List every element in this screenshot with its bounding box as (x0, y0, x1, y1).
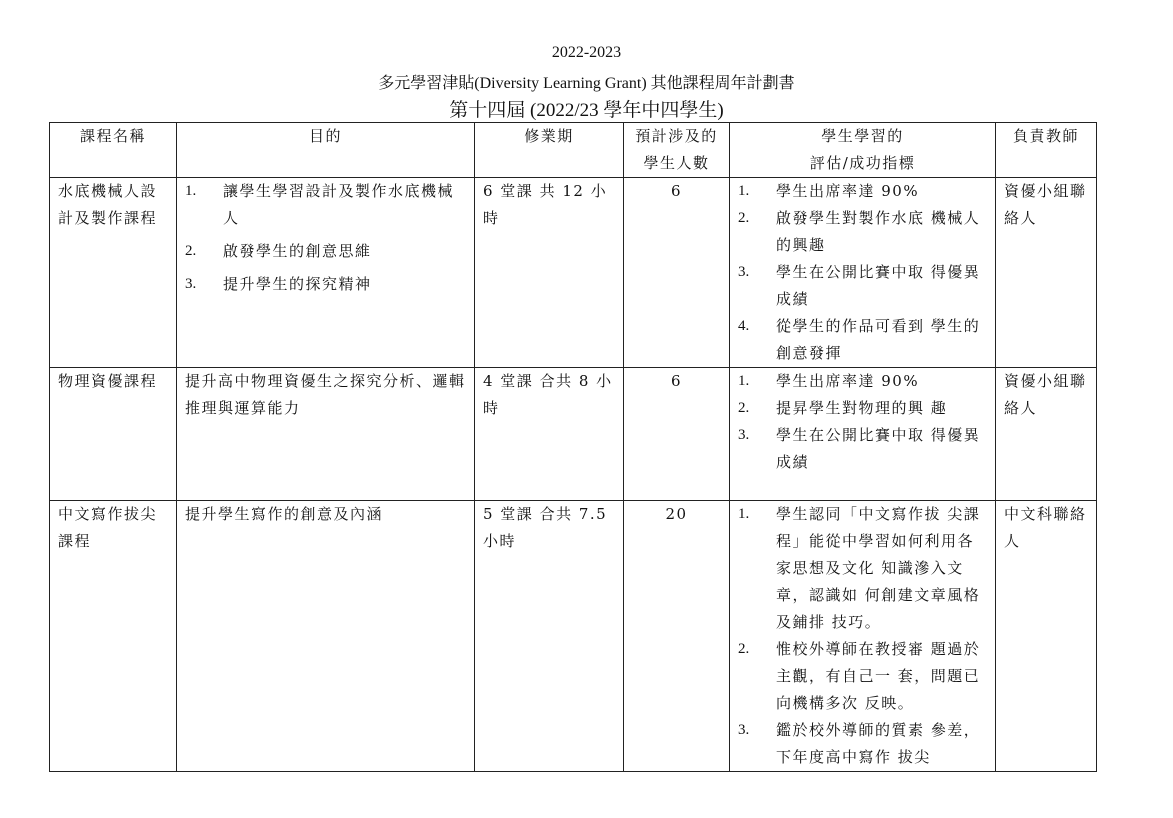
students-cell: 6 (624, 368, 730, 501)
document-year: 2022-2023 (551, 44, 622, 61)
header-evaluation: 學生學習的 評估/成功指標 (730, 123, 996, 178)
period-cell: 5 堂課 合共 7.5 小時 (475, 501, 624, 772)
table-row (50, 178, 1097, 368)
period-cell: 6 堂課 共 12 小時 (475, 178, 624, 368)
table-header-row (50, 123, 1097, 178)
evaluation-cell: 1. 學生認同「中文寫作拔 尖課程」能從中學習如何利用各家思想及文化 知識滲入文章，認識如 何創建文章風格及鋪排 技巧。 2. 惟校外導師在教授審 題過於主觀，有自己一 套，問題已向機構多次 反映。 3. 鑑於校外導師的質素 參差，下年度高中寫作 拔尖 (730, 501, 996, 772)
evaluation-cell: 1. 學生出席率達 90% 2. 啟發學生對製作水底 機械人的興趣 3. 學生在公開比賽中取 得優異成績 4. 從學生的作品可看到 學生的創意發揮 (730, 178, 996, 368)
header-objective: 目的 (177, 123, 475, 178)
objective-cell: 1. 讓學生學習設計及製作水底機械人 2. 啟發學生的創意思維 3. 提升學生的探究精神 (177, 178, 475, 368)
teacher-cell: 資優小組聯絡人 (996, 368, 1097, 501)
course-plan-table (49, 122, 1097, 772)
header-period: 修業期 (475, 123, 624, 178)
teacher-cell: 資優小組聯絡人 (996, 178, 1097, 368)
course-name: 物理資優課程 (50, 368, 177, 501)
document-subtitle: 第十四屆 (2022/23 學年中四學生) (449, 100, 724, 121)
students-cell: 6 (624, 178, 730, 368)
header-students: 預計涉及的 學生人數 (624, 123, 730, 178)
table-row (50, 368, 1097, 501)
header-course: 課程名稱 (50, 123, 177, 178)
table-row (50, 501, 1097, 772)
teacher-cell: 中文科聯絡人 (996, 501, 1097, 772)
evaluation-cell: 1. 學生出席率達 90% 2. 提昇學生對物理的興 趣 3. 學生在公開比賽中取 得優異成績 (730, 368, 996, 501)
header-teacher: 負責教師 (996, 123, 1097, 178)
students-cell: 20 (624, 501, 730, 772)
course-name: 中文寫作拔尖課程 (50, 501, 177, 772)
objective-cell: 提升學生寫作的創意及內涵 (177, 501, 475, 772)
period-cell: 4 堂課 合共 8 小時 (475, 368, 624, 501)
objective-cell: 提升高中物理資優生之探究分析、邏輯推理與運算能力 (177, 368, 475, 501)
course-name: 水底機械人設計及製作課程 (50, 178, 177, 368)
document-title: 多元學習津貼(Diversity Learning Grant) 其他課程周年計劃書 (378, 75, 795, 92)
